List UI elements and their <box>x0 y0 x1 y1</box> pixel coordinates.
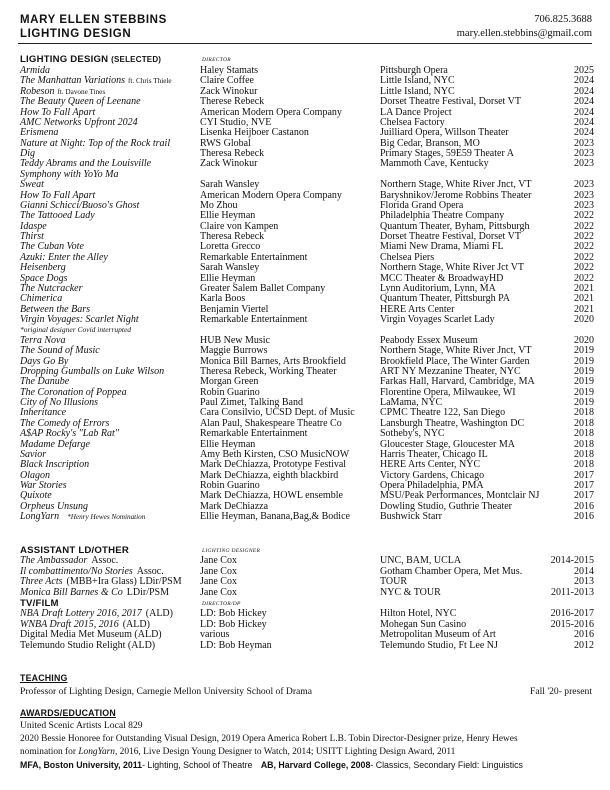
production-role: Assoc. <box>136 565 164 577</box>
director-name: Greater Salem Ballet Company <box>200 282 326 294</box>
credit-row <box>20 201 594 211</box>
director-column-label: DIRECTOR <box>202 57 231 63</box>
director-name: CYI Studio, NVE <box>200 116 272 128</box>
venue-name: Metropolitan Museum of Art <box>380 629 496 641</box>
venue-name: Northern Stage, White River Jnct, VT <box>380 179 532 191</box>
production-title <box>20 315 139 325</box>
credit-year: 2023 <box>574 158 594 170</box>
credit-year: 2024 <box>574 75 594 87</box>
credit-year: 2020 <box>574 314 594 325</box>
production-title-text: The Manhattan Variations <box>20 75 126 87</box>
production-title-text: Orpheus Unsung <box>20 500 89 512</box>
production-title-text: The Sound of Music <box>20 345 100 357</box>
designer-name: Jane Cox <box>200 576 237 588</box>
production-title-text: The Tattooed Lady <box>20 210 95 222</box>
credit-year: 2016 <box>574 629 594 641</box>
awards-line-1: 2020 Bessie Honoree for Outstanding Visual Design, 2019 Opera America Robert L.B. Tobin Director-Designer prize, Henry Hewes <box>20 734 518 744</box>
production-title-suffix: ft. Chris Thiele <box>128 77 172 86</box>
production-title-text: The Ambassador <box>20 555 88 566</box>
production-title-text: Savior <box>20 448 47 460</box>
director-name: Loretta Grecco <box>200 241 261 253</box>
production-title-text: Armida <box>20 65 50 76</box>
production-title-text: Monica Bill Barnes & Co <box>20 586 123 598</box>
director-name: Zack Winokur <box>200 85 258 97</box>
union-membership: United Scenic Artists Local 829 <box>20 720 143 731</box>
director-name: Ellie Heyman <box>200 272 256 284</box>
credit-row <box>20 263 594 273</box>
venue-name: TOUR <box>380 576 408 588</box>
production-title-text: Telemundo Studio Relight (ALD) <box>20 639 156 651</box>
production-title-text: Gianni Schicci/Buoso's Ghost <box>20 199 140 211</box>
credit-row <box>20 346 594 356</box>
production-title-text: Nature at Night: Top of the Rock trail <box>20 137 171 149</box>
production-title <box>20 139 170 149</box>
venue-name: MCC Theater & BroadwayHD <box>380 272 504 284</box>
ab-degree: AB, Harvard College, 2008 <box>260 760 371 770</box>
production-title-text: *original designer Covid interrupted <box>20 325 132 335</box>
production-title <box>20 588 169 599</box>
tvfilm-heading: TV/FILM <box>20 598 59 609</box>
credit-year: 2011-2013 <box>551 586 594 598</box>
credit-year: 2013 <box>574 576 594 588</box>
venue-name: UNC, BAM, UCLA <box>380 555 462 566</box>
production-title-text: Il combattimento/No Stories <box>20 565 133 577</box>
venue-name: Primary Stages, 59E59 Theater A <box>380 148 514 159</box>
director-name: Sarah Wansley <box>200 179 260 191</box>
designer-name: LD: Bob Hickey <box>200 608 267 619</box>
venue-name: LA Dance Project <box>380 106 452 118</box>
designer-name: various <box>200 629 230 641</box>
venue-name: Big Cedar, Branson, MO <box>380 137 480 149</box>
credit-row <box>20 325 594 335</box>
production-title-text: Three Acts <box>20 576 63 588</box>
director-name: Ellie Heyman <box>200 438 256 450</box>
venue-name: Mohegan Sun Casino <box>380 618 467 630</box>
teaching-position: Professor of Lighting Design, Carnegie Mellon University School of Drama <box>20 686 313 697</box>
director-name: Ellie Heyman, Banana,Bag,& Bodice <box>200 511 350 523</box>
awards-line-2-start: nomination for <box>20 747 79 757</box>
production-title-text: Days Go By <box>20 355 69 367</box>
venue-name: Quantum Theater, Pittsburgh PA <box>380 293 510 305</box>
venue-name: Dowling Studio, Guthrie Theater <box>380 500 513 512</box>
venue-name: Miami New Drama, Miami FL <box>380 241 504 253</box>
venue-name: Baryshnikov/Jerome Robbins Theater <box>380 189 532 201</box>
director-name: Mark DeChiazza <box>200 500 269 512</box>
venue-name: Little Island, NYC <box>380 85 455 97</box>
director-name: American Modern Opera Company <box>200 106 342 118</box>
credit-year: 2021 <box>574 293 594 305</box>
director-name: Zack Winokur <box>200 158 258 170</box>
credit-year: 2017 <box>574 469 594 481</box>
venue-name: Bushwick Starr <box>380 511 442 523</box>
credit-year: 2023 <box>574 148 594 159</box>
director-name: Cara Consilvio, UCSD Dept. of Music <box>200 407 355 419</box>
production-title-text: WNBA Draft 2015, 2016 <box>20 618 119 630</box>
credit-year: 2022 <box>574 251 594 263</box>
director-name: Karla Boos <box>200 293 246 305</box>
education-line <box>20 760 523 771</box>
credit-row <box>20 471 594 481</box>
production-title-suffix: ft. Davone Tines <box>57 87 106 96</box>
credit-year: 2012 <box>574 639 594 651</box>
designer-name: Jane Cox <box>200 565 237 577</box>
director-name: Claire von Kampen <box>200 220 279 232</box>
production-title-text: Sweat <box>20 179 44 191</box>
credit-year: 2015-2016 <box>550 618 594 630</box>
credit-year: 2024 <box>574 116 594 128</box>
venue-name: HERE Arts Center <box>380 303 455 315</box>
venue-name: Northern Stage, White River Jct VT <box>380 262 525 274</box>
production-title-text: Symphony with YoYo Ma <box>20 168 119 180</box>
assistant-heading: ASSISTANT LD/OTHER <box>20 545 129 556</box>
credit-row <box>20 641 594 652</box>
credit-row <box>20 315 594 325</box>
venue-name: Florida Grand Opera <box>380 199 464 211</box>
venue-name: Opera Philadelphia, PMA <box>380 480 484 491</box>
credit-year: 2023 <box>574 199 594 211</box>
director-name: Remarkable Entertainment <box>200 428 308 440</box>
production-title-text: Erismena <box>20 127 59 139</box>
production-title-text: How To Fall Apart <box>20 106 96 118</box>
director-name: Maggie Burrows <box>200 345 268 357</box>
email-address[interactable]: mary.ellen.stebbins@gmail.com <box>456 28 592 39</box>
credit-year: 2023 <box>574 189 594 201</box>
venue-name: Dorset Theatre Festival, Dorset VT <box>380 96 521 108</box>
credit-year: 2018 <box>574 428 594 440</box>
venue-name: Northern Stage, White River Jnct, VT <box>380 345 532 357</box>
credit-year: 2018 <box>574 459 594 471</box>
venue-name: Hilton Hotel, NYC <box>380 608 457 619</box>
credit-year: 2023 <box>574 137 594 149</box>
venue-name: Quantum Theater, Byham, Pittsburgh <box>380 220 530 232</box>
venue-name: Chelsea Factory <box>380 116 445 128</box>
venue-name: Pittsburgh Opera <box>380 65 448 76</box>
venue-name: Telemundo Studio, Ft Lee NJ <box>380 639 498 651</box>
credit-year: 2016 <box>574 500 594 512</box>
designer-name: LD: Bob Hickey <box>200 618 267 630</box>
designer-name: Jane Cox <box>200 555 237 566</box>
production-role: (MBB+Ira Glass) LDir/PSM <box>66 576 182 588</box>
credit-year: 2022 <box>574 231 594 242</box>
venue-name: Lynn Auditorium, Lynn, MA <box>380 282 496 294</box>
credit-year: 2025 <box>574 65 594 76</box>
production-title-text: Heisenberg <box>20 262 66 274</box>
director-name: Ellie Heyman <box>200 210 256 222</box>
venue-name: ART NY Mezzanine Theater, NYC <box>380 365 521 377</box>
venue-name: Juilliard Opera, Willson Theater <box>380 127 509 139</box>
director-name: Amy Beth Kirsten, CSO MusicNOW <box>200 448 350 460</box>
production-title-text: Teddy Abrams and the Louisville <box>20 158 152 170</box>
production-title-text: Olagon <box>20 469 50 481</box>
director-name: Robin Guarino <box>200 386 260 398</box>
assistant-list <box>20 556 594 598</box>
venue-name: Sotheby's, NYC <box>380 428 445 440</box>
production-title-text: Azuki: Enter the Alley <box>20 251 108 263</box>
venue-name: Harris Theater, Chicago IL <box>380 448 488 460</box>
venue-name: Lansburgh Theatre, Washington DC <box>380 417 525 429</box>
mfa-degree: MFA, Boston University, 2011 <box>20 760 143 770</box>
director-name: Robin Guarino <box>200 480 260 491</box>
production-title-text: Madame Defarge <box>20 438 90 450</box>
credit-year: 2022 <box>574 262 594 274</box>
director-name: Lisenka Heijboer Castanon <box>200 127 309 139</box>
production-title <box>20 641 155 652</box>
production-title-text: Dropping Gumballs on Luke Wilson <box>20 365 165 377</box>
credit-year: 2021 <box>574 303 594 315</box>
credit-row <box>20 76 594 86</box>
credit-year: 2020 <box>574 334 594 346</box>
header-divider <box>18 43 592 44</box>
director-dp-column-label: DIRECTOR/DP <box>202 601 241 607</box>
credit-year: 2019 <box>574 365 594 377</box>
venue-name: Farkas Hall, Harvard, Cambridge, MA <box>380 376 535 388</box>
credit-year: 2022 <box>574 210 594 222</box>
director-name: Morgan Green <box>200 376 259 388</box>
mfa-detail: - Lighting, School of Theatre <box>142 760 253 770</box>
lighting-design-list <box>20 66 594 523</box>
venue-name: Mammoth Cave, Kentucky <box>380 158 489 170</box>
credit-year: 2018 <box>574 448 594 460</box>
director-name: Therese Rebeck <box>200 96 265 108</box>
production-title-text: A$AP Rocky's "Lab Rat" <box>20 428 119 440</box>
credit-year: 2022 <box>574 241 594 253</box>
credit-row <box>20 429 594 439</box>
production-title <box>20 512 145 522</box>
credit-year: 2019 <box>574 345 594 357</box>
designer-name: Jane Cox <box>200 586 237 598</box>
phone-number: 706.825.3688 <box>534 14 592 25</box>
production-title-text: The Cuban Vote <box>20 241 84 253</box>
production-title-text: The Danube <box>20 376 70 388</box>
production-title-text: Dig <box>20 148 35 159</box>
production-title-text: Quixote <box>20 490 52 502</box>
production-title-text: Inheritance <box>20 407 67 419</box>
awards-line-2 <box>20 747 455 757</box>
credit-row <box>20 180 594 190</box>
credit-year: 2024 <box>574 127 594 139</box>
credit-row <box>20 294 594 304</box>
production-title-text: Between the Bars <box>20 303 90 315</box>
credit-year: 2023 <box>574 179 594 191</box>
director-name: American Modern Opera Company <box>200 189 342 201</box>
director-name: Sarah Wansley <box>200 262 260 274</box>
credit-year: 2014 <box>574 565 594 577</box>
director-name: Claire Coffee <box>200 75 254 87</box>
venue-name: MSU/Peak Performances, Montclair NJ <box>380 490 540 502</box>
teaching-dates: Fall '20- present <box>530 686 592 697</box>
lighting-designer-column-label: LIGHTING DESIGNER <box>202 548 261 554</box>
credit-year: 2016 <box>574 511 594 523</box>
credit-year: 2019 <box>574 386 594 398</box>
director-name: Paul Zimet, Talking Band <box>200 397 303 408</box>
venue-name: Brookfield Place, The Winter Garden <box>380 355 530 367</box>
director-name: RWS Global <box>200 137 251 149</box>
venue-name: Florentine Opera, Milwaukee, WI <box>380 386 516 398</box>
director-name: HUB New Music <box>200 334 270 346</box>
venue-name: Victory Gardens, Chicago <box>380 469 485 481</box>
production-title-suffix: *Henry Hewes Nomination <box>67 513 146 522</box>
venue-name: HERE Arts Center, NYC <box>380 459 481 471</box>
venue-name: LaMama, NYC <box>380 397 443 408</box>
production-role: LDir/PSM <box>126 586 170 598</box>
credit-year: 2021 <box>574 282 594 294</box>
credit-year: 2022 <box>574 272 594 284</box>
lighting-design-heading-text: LIGHTING DESIGN <box>20 54 109 65</box>
credit-year: 2022 <box>574 220 594 232</box>
venue-name: Little Island, NYC <box>380 75 455 87</box>
credit-year: 2018 <box>574 438 594 450</box>
credit-year: 2019 <box>574 376 594 388</box>
credit-row <box>20 232 594 242</box>
production-title-text: Thirst <box>20 231 44 242</box>
credit-year: 2018 <box>574 407 594 419</box>
production-role: (ALD) <box>122 618 150 630</box>
credit-year: 2016-2017 <box>550 608 594 619</box>
credit-year: 2019 <box>574 355 594 367</box>
production-title-text: The Coronation of Poppea <box>20 386 127 398</box>
production-title-text: NBA Draft Lottery 2016, 2017 <box>20 608 142 619</box>
production-title-text: The Beauty Queen of Leenane <box>20 96 141 108</box>
production-title-text: How To Fall Apart <box>20 189 96 201</box>
production-title-text: Space Dogs <box>20 272 68 284</box>
lighting-design-heading-suffix: (SELECTED) <box>111 55 162 64</box>
designer-discipline: LIGHTING DESIGN <box>20 28 132 40</box>
venue-name: Dorset Theatre Festival, Dorset VT <box>380 231 521 242</box>
production-role: (ALD) <box>145 608 173 619</box>
tvfilm-list <box>20 609 594 651</box>
venue-name: Virgin Voyages Scarlet Lady <box>380 314 495 325</box>
director-name: Haley Stamats <box>200 65 259 76</box>
ab-detail: - Classics, Secondary Field: Linguistics <box>370 760 523 770</box>
director-name: Alan Paul, Shakespeare Theatre Co <box>200 417 342 429</box>
credit-year: 2024 <box>574 106 594 118</box>
credit-year: 2018 <box>574 417 594 429</box>
director-name: Theresa Rebeck <box>200 231 265 242</box>
credit-year: 2024 <box>574 96 594 108</box>
director-name: Monica Bill Barnes, Arts Brookfield <box>200 355 346 367</box>
director-name: Theresa Rebeck <box>200 148 265 159</box>
venue-name: Gloucester Stage, Gloucester MA <box>380 438 515 450</box>
production-title-text: Digital Media Met Museum (ALD) <box>20 629 162 641</box>
production-title-text: War Stories <box>20 480 67 491</box>
awards-line-2-end: , 2016, Live Design Young Designer to Watch, 2014; USITT Lighting Design Award, 2011 <box>114 747 456 757</box>
venue-name: Chelsea Piers <box>380 251 435 263</box>
venue-name: CPMC Theatre 122, San Diego <box>380 407 506 419</box>
teaching-heading: TEACHING <box>20 673 68 683</box>
awards-line-2-title: LongYarn <box>78 747 115 757</box>
director-name: Remarkable Entertainment <box>200 251 308 263</box>
credit-year: 2024 <box>574 85 594 97</box>
production-title-text: LongYarn <box>20 511 60 523</box>
production-title-text: AMC Networks Upfront 2024 <box>20 116 138 128</box>
credit-year: 2017 <box>574 480 594 491</box>
director-name: Mark DeChiazza, Prototype Festival <box>200 459 347 471</box>
production-title-text: Black Inscription <box>20 459 90 471</box>
venue-name: Philadelphia Theatre Company <box>380 210 505 222</box>
director-name: Mark DeChiazza, HOWL ensemble <box>200 490 343 502</box>
credit-year: 2017 <box>574 490 594 502</box>
venue-name: NYC & TOUR <box>380 586 441 598</box>
production-title-text: Chimerica <box>20 293 63 305</box>
credit-row <box>20 512 594 522</box>
venue-name: Peabody Essex Museum <box>380 334 478 346</box>
lighting-design-heading <box>20 54 161 65</box>
production-title-text: Robeson <box>20 85 55 97</box>
director-name: Theresa Rebeck, Working Theater <box>200 365 337 377</box>
credit-year: 2019 <box>574 397 594 408</box>
designer-name: MARY ELLEN STEBBINS <box>20 14 167 26</box>
production-title-text: City of No Illusions <box>20 397 99 408</box>
director-name: Benjamin Viertel <box>200 303 269 315</box>
production-title-text: Terra Nova <box>20 334 66 346</box>
venue-name: Gotham Chamber Opera, Met Mus. <box>380 565 523 577</box>
credit-year: 2014-2015 <box>550 555 594 566</box>
awards-heading: AWARDS/EDUCATION <box>20 708 116 718</box>
production-role: Assoc. <box>91 555 119 566</box>
credit-row <box>20 588 594 599</box>
credit-row <box>20 97 594 107</box>
production-title-text: The Nutcracker <box>20 282 83 294</box>
director-name: Mo Zhou <box>200 199 238 211</box>
production-title-text: Idaspe <box>20 220 47 232</box>
production-title-text: The Comedy of Errors <box>20 417 110 429</box>
credit-row <box>20 388 594 398</box>
director-name: Mark DeChiazza, eighth blackbird <box>200 469 339 481</box>
production-title-text: Virgin Voyages: Scarlet Night <box>20 314 139 325</box>
designer-name: LD: Bob Heyman <box>200 639 272 651</box>
director-name: Remarkable Entertainment <box>200 314 308 325</box>
